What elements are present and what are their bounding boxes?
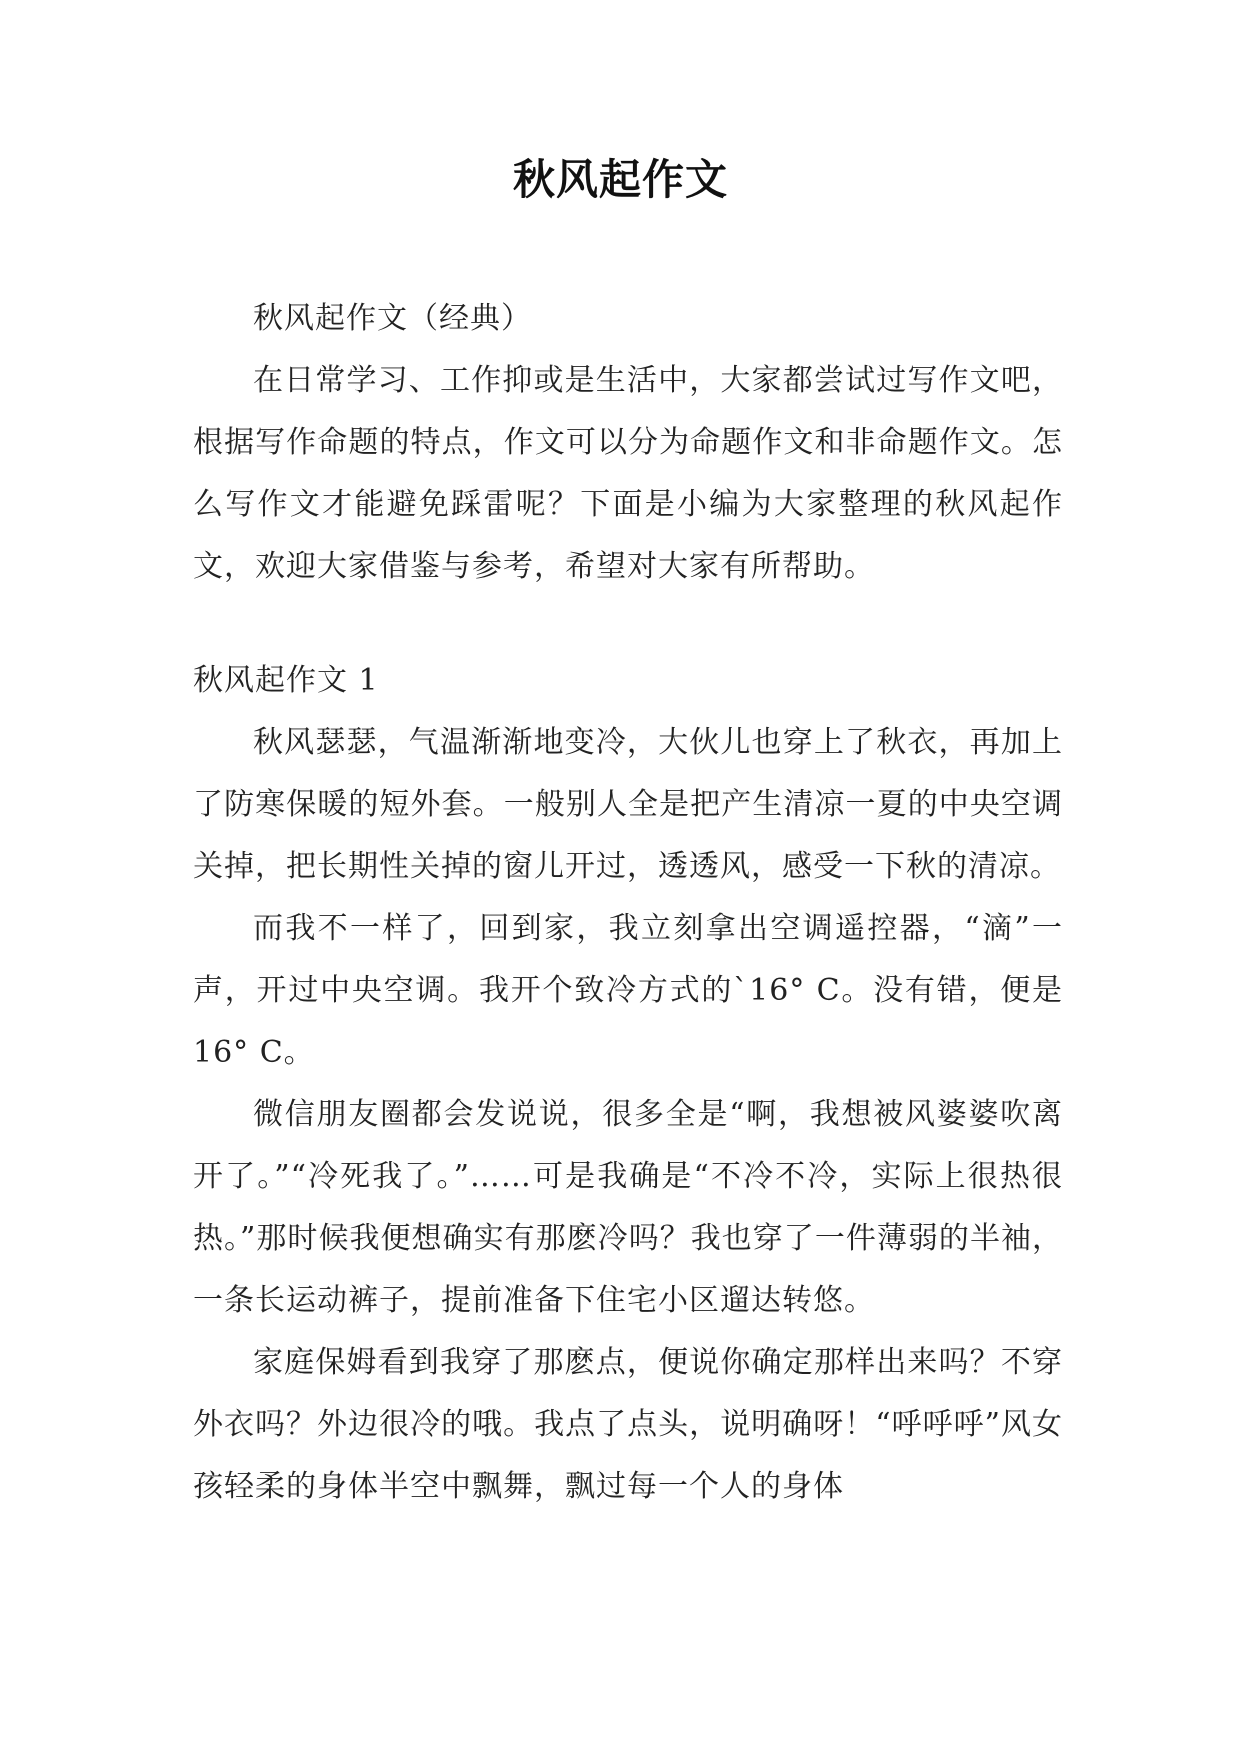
body-paragraph-1: 秋风瑟瑟，气温渐渐地变冷，大伙儿也穿上了秋衣，再加上了防寒保暖的短外套。一般别人全是把产生清凉一夏的中央空调关掉，把长期性关掉的窗儿开过，透透风，感受一下秋的清凉。 bbox=[193, 725, 1063, 884]
document-title: 秋风起作文 bbox=[512, 155, 728, 204]
section-heading: 秋风起作文 1 bbox=[193, 663, 379, 698]
subtitle-paragraph: 秋风起作文（经典） bbox=[253, 301, 532, 336]
document-body bbox=[193, 288, 1063, 1518]
body-paragraph-3: 微信朋友圈都会发说说，很多全是“啊，我想被风婆婆吹离开了。”“冷死我了。”……可是我确是“不冷不冷，实际上很热很热。”那时候我便想确实有那麽冷吗？我也穿了一件薄弱的半袖，一条长运动裤子，提前准备下住宅小区遛达转悠。 bbox=[193, 1097, 1063, 1318]
section-spacer bbox=[193, 598, 1063, 650]
body-paragraph-2: 而我不一样了，回到家，我立刻拿出空调遥控器，“滴”一声，开过中央空调。我开个致冷方式的`16° C。没有错，便是 16° C。 bbox=[193, 911, 1063, 1070]
intro-paragraph: 在日常学习、工作抑或是生活中，大家都尝试过写作文吧，根据写作命题的特点，作文可以分为命题作文和非命题作文。怎么写作文才能避免踩雷呢？下面是小编为大家整理的秋风起作文，欢迎大家借鉴与参考，希望对大家有所帮助。 bbox=[193, 363, 1063, 584]
body-paragraph-4: 家庭保姆看到我穿了那麽点，便说你确定那样出来吗？不穿外衣吗？外边很冷的哦。我点了点头，说明确呀！“呼呼呼”风女孩轻柔的身体半空中飘舞，飘过每一个人的身体 bbox=[193, 1345, 1063, 1504]
